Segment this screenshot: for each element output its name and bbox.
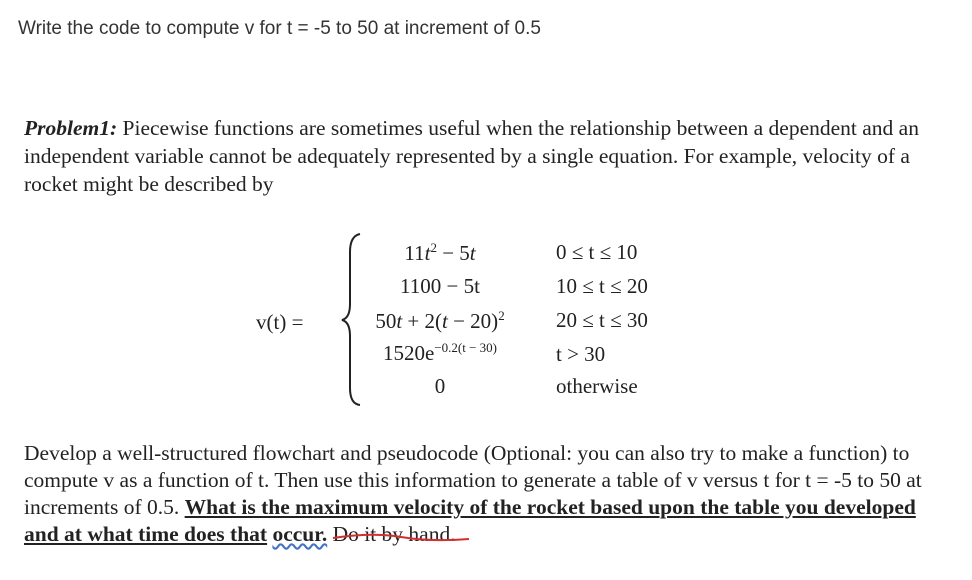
case-expr-4-exponent: −0.2(t − 30) bbox=[434, 340, 497, 355]
case-expr-2: 1100 − 5t bbox=[400, 274, 480, 298]
problem-text: Piecewise functions are sometimes useful when the relationship between a dependent and an independent variable cannot be adequately represented by a single equation. For example, velocity of a rocket might be described by bbox=[24, 116, 919, 196]
task-question-end: occur. bbox=[272, 522, 328, 546]
case-expr-5: 0 bbox=[434, 374, 446, 398]
case-cond-3: 20 ≤ t ≤ 30 bbox=[556, 308, 648, 332]
instruction-text: Write the code to compute v for t = -5 to 50 at increment of 0.5 bbox=[18, 18, 541, 39]
task-question: What is the maximum velocity of the rocket based upon the table you developed and at what time does that bbox=[24, 495, 916, 546]
case-expr-3: $50t + 2(t - 20)^2$ bbox=[375, 308, 505, 333]
case-cond-5: otherwise bbox=[556, 374, 638, 398]
case-cond-4: t > 30 bbox=[556, 342, 606, 366]
struck-note bbox=[333, 522, 456, 546]
task-text: Develop a well-structured flowchart and pseudocode (Optional: you can also try to make a function) to compute v as a function of t. Then use this information to generate a table of v versus t for t = -5 to 50 at increments of 0.5. bbox=[24, 441, 922, 519]
problem-statement bbox=[24, 114, 944, 198]
equation-lhs: v(t) = bbox=[256, 310, 304, 334]
case-cond-1: 0 ≤ t ≤ 10 bbox=[556, 240, 638, 264]
case-cond-2: 10 ≤ t ≤ 20 bbox=[556, 274, 648, 298]
case-expr-4 bbox=[340, 340, 540, 366]
case-expr-1: $11t^2 - 5t$ bbox=[404, 240, 476, 265]
strike-mark bbox=[331, 530, 471, 544]
piecewise-equation bbox=[0, 232, 972, 407]
task-description bbox=[24, 440, 949, 548]
case-expr-4-base: 1520e bbox=[382, 341, 435, 365]
struck-note-text: Do it by hand. bbox=[332, 522, 456, 546]
problem-label: Problem1: bbox=[24, 116, 118, 140]
